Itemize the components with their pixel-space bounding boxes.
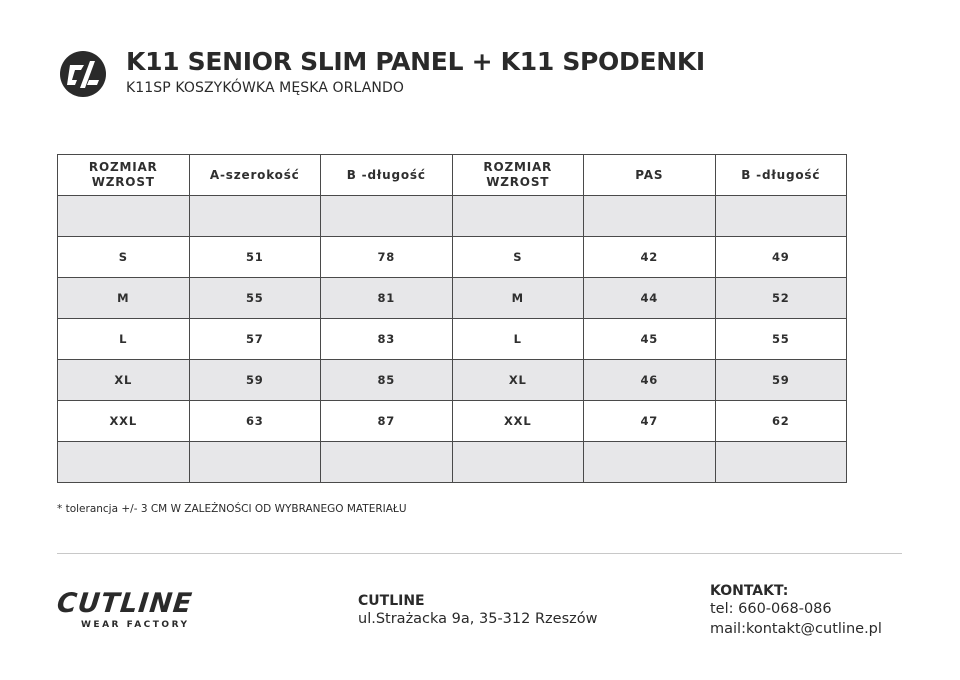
table-cell bbox=[452, 442, 584, 483]
table-cell: 52 bbox=[715, 278, 847, 319]
address-company-name: CUTLINE bbox=[358, 593, 425, 609]
size-cell: S bbox=[58, 237, 190, 278]
table-cell: 87 bbox=[321, 401, 453, 442]
brand-name: CUTLINE bbox=[55, 588, 195, 619]
table-cell: 44 bbox=[584, 278, 716, 319]
table-cell: 85 bbox=[321, 360, 453, 401]
header-b-dlugosc: B -długość bbox=[321, 155, 453, 196]
table-cell: 45 bbox=[584, 319, 716, 360]
table-cell bbox=[452, 196, 584, 237]
table-row bbox=[58, 442, 847, 483]
table-cell: 51 bbox=[189, 237, 321, 278]
table-cell bbox=[715, 442, 847, 483]
table-row bbox=[58, 401, 847, 442]
header-rozmiar-wzrost: ROZMIAR WZROST bbox=[58, 155, 190, 196]
table-row bbox=[58, 360, 847, 401]
footer-address bbox=[358, 593, 597, 627]
table-cell bbox=[584, 442, 716, 483]
table-cell bbox=[321, 196, 453, 237]
table-cell: 49 bbox=[715, 237, 847, 278]
size-cell: L bbox=[452, 319, 584, 360]
footer-brand-logo bbox=[55, 588, 195, 630]
size-cell: XL bbox=[452, 360, 584, 401]
size-cell: XXL bbox=[58, 401, 190, 442]
footer-contact bbox=[710, 583, 882, 639]
page-subtitle: K11SP KOSZYKÓWKA MĘSKA ORLANDO bbox=[126, 80, 404, 96]
contact-phone: tel: 660-068-086 bbox=[710, 601, 832, 617]
table-cell: 57 bbox=[189, 319, 321, 360]
table-cell: 59 bbox=[189, 360, 321, 401]
size-cell: M bbox=[58, 278, 190, 319]
table-cell: 62 bbox=[715, 401, 847, 442]
table-cell: 59 bbox=[715, 360, 847, 401]
table-cell: 78 bbox=[321, 237, 453, 278]
table-row bbox=[58, 278, 847, 319]
size-cell: XL bbox=[58, 360, 190, 401]
address-line: ul.Strażacka 9a, 35-312 Rzeszów bbox=[358, 611, 598, 627]
brand-tagline: WEAR FACTORY bbox=[81, 620, 190, 630]
contact-email: mail:kontakt@cutline.pl bbox=[710, 621, 882, 637]
table-cell bbox=[58, 196, 190, 237]
table-cell bbox=[715, 196, 847, 237]
table-cell: 55 bbox=[189, 278, 321, 319]
table-header-row bbox=[58, 155, 847, 196]
cutline-logo-icon bbox=[60, 51, 106, 97]
page-title: K11 SENIOR SLIM PANEL + K11 SPODENKI bbox=[126, 47, 705, 76]
table-cell bbox=[58, 442, 190, 483]
footer-divider bbox=[57, 553, 902, 554]
size-cell: L bbox=[58, 319, 190, 360]
table-cell: 83 bbox=[321, 319, 453, 360]
table-cell bbox=[189, 442, 321, 483]
table-cell: 63 bbox=[189, 401, 321, 442]
table-row bbox=[58, 319, 847, 360]
table-cell: 55 bbox=[715, 319, 847, 360]
table-cell bbox=[189, 196, 321, 237]
header-rozmiar-wzrost-2: ROZMIAR WZROST bbox=[452, 155, 584, 196]
table-cell: 47 bbox=[584, 401, 716, 442]
table-row bbox=[58, 196, 847, 237]
size-cell: XXL bbox=[452, 401, 584, 442]
table-cell bbox=[584, 196, 716, 237]
header-pas: PAS bbox=[584, 155, 716, 196]
header-a-szerokosc: A-szerokość bbox=[189, 155, 321, 196]
tolerance-note: * tolerancja +/- 3 CM W ZALEŻNOŚCI OD WYBRANEGO MATERIAŁU bbox=[57, 503, 407, 515]
table-row bbox=[58, 237, 847, 278]
size-chart-table bbox=[57, 154, 847, 483]
size-cell: M bbox=[452, 278, 584, 319]
table-cell: 81 bbox=[321, 278, 453, 319]
size-cell: S bbox=[452, 237, 584, 278]
header-b-dlugosc-2: B -długość bbox=[715, 155, 847, 196]
contact-title: KONTAKT: bbox=[710, 583, 789, 599]
table-cell: 42 bbox=[584, 237, 716, 278]
table-cell: 46 bbox=[584, 360, 716, 401]
table-cell bbox=[321, 442, 453, 483]
